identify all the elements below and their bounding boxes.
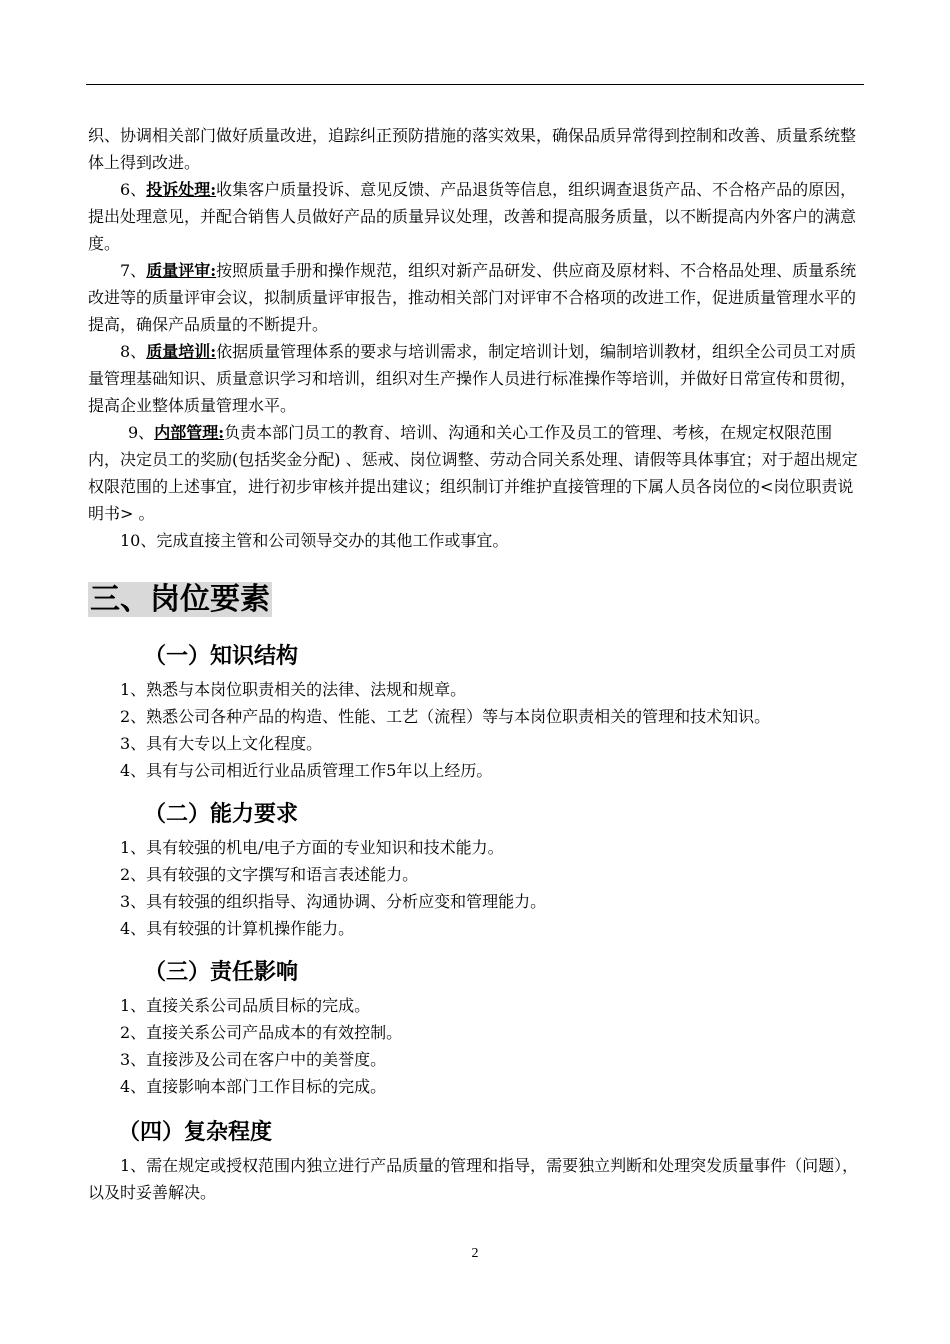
- ability-section: [88, 798, 864, 942]
- ability-item: 2、具有较强的文字撰写和语言表述能力。: [120, 865, 419, 884]
- duty-7: 7、质量评审:按照质量手册和操作规范，组织对新产品研发、供应商及原材料、不合格品处理、质量系统改进等的质量评审会议，拟制质量评审报告，推动相关部门对评审不合格项的改进工作，促进质量管理水平的提高，确保产品质量的不断提升。: [88, 261, 857, 334]
- knowledge-item: 1、熟悉与本岗位职责相关的法律、法规和规章。: [120, 680, 467, 699]
- ability-title: （二）能力要求: [144, 802, 299, 827]
- duty-10: 10、完成直接主管和公司领导交办的其他工作或事宜。: [120, 531, 509, 550]
- knowledge-item: 4、具有与公司相近行业品质管理工作5年以上经历。: [120, 761, 493, 780]
- knowledge-item: 3、具有大专以上文化程度。: [120, 734, 323, 753]
- ability-item: 1、具有较强的机电/电子方面的专业知识和技术能力。: [120, 838, 504, 857]
- knowledge-title: （一）知识结构: [144, 644, 299, 669]
- duty-8: 8、质量培训:依据质量管理体系的要求与培训需求，制定培训计划，编制培训教材，组织全公司员工对质量管理基础知识、质量意识学习和培训，组织对生产操作人员进行标准操作等培训，并做好日常宣传和贯彻，提高企业整体质量管理水平。: [88, 342, 857, 415]
- responsibility-item: 3、直接涉及公司在客户中的美誉度。: [120, 1050, 387, 1069]
- ability-item: 3、具有较强的组织指导、沟通协调、分析应变和管理能力。: [120, 892, 547, 911]
- knowledge-section: [88, 640, 864, 784]
- responsibility-title: （三）责任影响: [144, 960, 299, 985]
- responsibility-item: 2、直接关系公司产品成本的有效控制。: [120, 1023, 403, 1042]
- duty-7-key: 质量评审:: [146, 261, 217, 280]
- header-rule: [86, 84, 864, 85]
- duty-9: 9、内部管理:负责本部门员工的教育、培训、沟通和关心工作及员工的管理、考核，在规定权限范围内，决定员工的奖励(包括奖金分配) 、惩戒、岗位调整、劳动合同关系处理、请假等具体事宜；对于超出规定权限范围的上述事宜，进行初步审核并提出建议；组织制订并维护直接管理的下属人员各岗位的<岗位职责说明书> 。: [88, 423, 858, 523]
- duty-9-key: 内部管理:: [154, 423, 225, 442]
- duty-5-continued: 织、协调相关部门做好质量改进，追踪纠正预防措施的落实效果，确保品质异常得到控制和改善、质量系统整体上得到改进。: [88, 126, 857, 172]
- knowledge-item: 2、熟悉公司各种产品的构造、性能、工艺（流程）等与本岗位职责相关的管理和技术知识。: [120, 707, 771, 726]
- duty-8-key: 质量培训:: [146, 342, 217, 361]
- duty-6: 6、投诉处理:收集客户质量投诉、意见反馈、产品退货等信息，组织调查退货产品、不合格产品的原因，提出处理意见，并配合销售人员做好产品的质量异议处理，改善和提高服务质量，以不断提高内外客户的满意度。: [88, 180, 857, 253]
- complexity-title: （四）复杂程度: [118, 1120, 273, 1145]
- complexity-paragraph: 1、需在规定或授权范围内独立进行产品质量的管理和指导，需要独立判断和处理突发质量事件（问题），以及时妥善解决。: [88, 1156, 859, 1202]
- responsibility-item: 1、直接关系公司品质目标的完成。: [120, 996, 371, 1015]
- duties-text: [88, 122, 864, 554]
- page-number: 2: [471, 1246, 479, 1261]
- ability-item: 4、具有较强的计算机操作能力。: [120, 919, 355, 938]
- section-3-title: 三、岗位要素: [90, 582, 270, 617]
- responsibility-item: 4、直接影响本部门工作目标的完成。: [120, 1077, 387, 1096]
- duty-6-key: 投诉处理:: [146, 180, 217, 199]
- complexity-section: [88, 1116, 864, 1206]
- responsibility-section: [88, 956, 864, 1100]
